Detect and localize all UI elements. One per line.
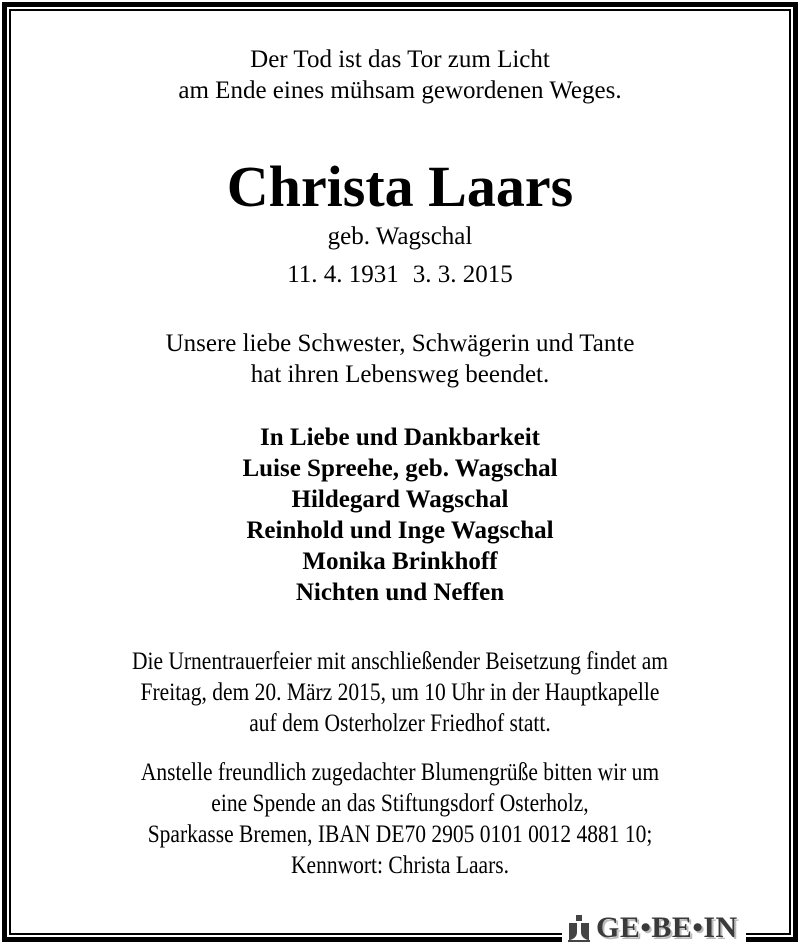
maiden-name: geb. Wagschal [327,223,473,250]
intro-line: Unsere liebe Schwester, Schwägerin und Tante [165,330,635,357]
mourner-line: Reinhold und Inge Wagschal [246,517,554,544]
gebein-figure-icon [568,914,590,942]
mourner-line: Hildegard Wagschal [291,486,509,513]
deceased-name: Christa Laars [226,154,574,219]
life-dates [0,260,800,290]
gebein-logo [562,910,746,945]
mourner-line: Monika Brinkhoff [302,548,498,575]
mourners-list [0,422,800,608]
ceremony-info [0,646,800,739]
donation-info [0,757,800,881]
gebein-logo-text: GE•BE•IN [596,910,738,944]
donation-line: Anstelle freundlich zugedachter Blumengrüße bitten wir um [140,759,660,786]
donation-line: Sparkasse Bremen, IBAN DE70 2905 0101 0012 4881 10; [147,821,653,848]
birth-date: 11. 4. 1931 [287,261,399,288]
mourner-line: Luise Spreehe, geb. Wagschal [242,455,558,482]
motto [0,44,800,106]
mourner-line: In Liebe und Dankbarkeit [260,424,540,451]
donation-line: eine Spende an das Stiftungsdorf Osterholz, [211,790,589,817]
motto-line: Der Tod ist das Tor zum Licht [250,46,550,73]
ceremony-line: Freitag, dem 20. März 2015, um 10 Uhr in der Hauptkapelle [140,679,660,706]
donation-line: Kennwort: Christa Laars. [291,852,509,879]
ceremony-line: auf dem Osterholzer Friedhof statt. [249,710,551,737]
motto-line: am Ende eines mühsam gewordenen Weges. [178,77,622,104]
intro-text [0,328,800,390]
ceremony-line: Die Urnentrauerfeier mit anschließender Beisetzung findet am [131,648,669,675]
intro-line: hat ihren Lebensweg beendet. [250,361,550,388]
death-date: 3. 3. 2015 [412,261,513,288]
mourner-line: Nichten und Neffen [295,579,505,606]
